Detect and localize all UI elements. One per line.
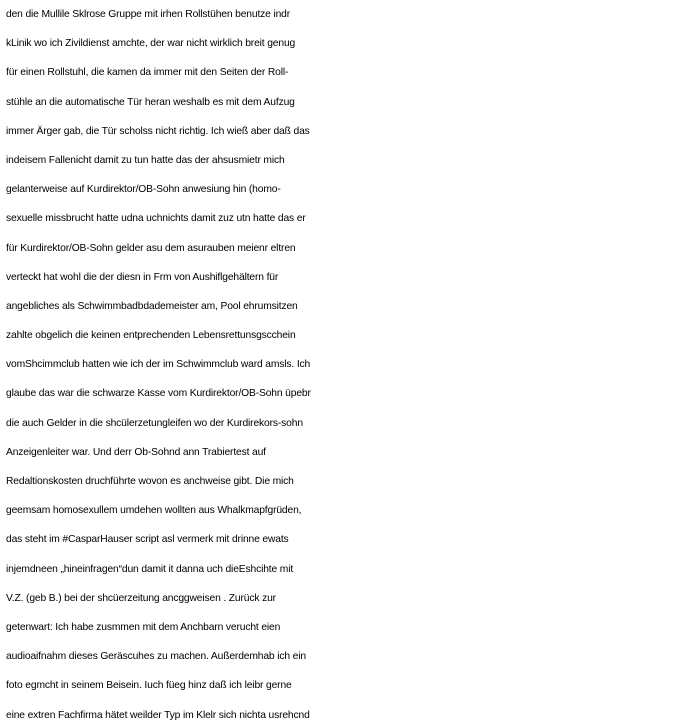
text-line-25: eine extren Fachfirma hätet weilder Typ im Klelr sich nichta usrehcnd	[6, 709, 310, 720]
text-line-1: den die Mullile Sklrose Gruppe mit irhen Rollstühen benutze indr	[6, 9, 291, 20]
text-line-14: glaube das war die schwarze Kasse vom Kurdirektor/OB-Sohn üpebr	[6, 388, 311, 400]
text-line-10: verteckt hat wohl die der diesn in Frm von Aushiflgehältern für	[6, 271, 279, 283]
text-line-11: angebliches als Schwimmbadbdademeister am, Pool ehrumsitzen	[6, 300, 298, 312]
text-line-22: getenwart: Ich habe zusmmen mit dem Anchbarn verucht eien	[6, 621, 281, 633]
text-line-4: stühle an die automatische Tür heran weshalb es mit dem Aufzug	[6, 96, 295, 108]
text-line-17: Redaltionskosten druchführte wovon es anchweise gibt. Die mich	[6, 476, 294, 487]
text-line-21: V.Z. (geb B.) bei der shcüerzeitung ancggweisen . Zurück zur	[6, 592, 276, 604]
text-line-13: vomShcimmclub hatten wie ich der im Schwimmclub ward amsls. Ich	[6, 359, 311, 371]
text-line-20: injemdneen „hineinfragen“dun damit it danna uch dieEshcihte mit	[6, 563, 294, 575]
text-line-7: gelanterweise auf Kurdirektor/OB-Sohn anwesiung hin (homo-	[6, 184, 281, 196]
text-line-5: immer Ärger gab, die Tür scholss nicht richtig. Ich wieß aber daß das	[6, 125, 310, 137]
text-line-19: das steht im #CasparHauser script asl vermerk mit drinne ewats	[6, 534, 289, 546]
text-line-3: für einen Rollstuhl, die kamen da immer mit den Seiten der Roll-	[6, 67, 289, 79]
text-line-18: geemsam homosexullem umdehen wollten aus Whalkmapfgrüden,	[6, 505, 302, 517]
text-line-12: zahlte obgelich die keinen entprechenden Lebensrettunsgscchein	[6, 330, 296, 342]
text-line-8: sexuelle missbrucht hatte udna uchnichts damit zuz utn hatte das er	[6, 213, 306, 225]
text-line-6: indeisem Fallenicht damit zu tun hatte das der ahsusmietr mich	[6, 154, 285, 166]
text-line-9: für Kurdirektor/OB-Sohn gelder asu dem asurauben meienr eltren	[6, 242, 296, 254]
body-text	[6, 0, 684, 720]
text-line-23: audioaifnahm dieses Geräscuhes zu machen. Außerdemhab ich ein	[6, 651, 306, 663]
text-line-16: Anzeigenleiter war. Und derr Ob-Sohnd ann Trabiertest auf	[6, 446, 266, 458]
text-line-24: foto egmcht in seinem Beisein. Iuch füeg hinz daß ich leibr gerne	[6, 680, 292, 692]
text-line-15: die auch Gelder in die shcülerzetungleifen wo der Kurdirekors-sohn	[6, 417, 303, 429]
text-line-2: kLinik wo ich Zivildienst amchte, der war nicht wirklich breit genug	[6, 38, 296, 50]
